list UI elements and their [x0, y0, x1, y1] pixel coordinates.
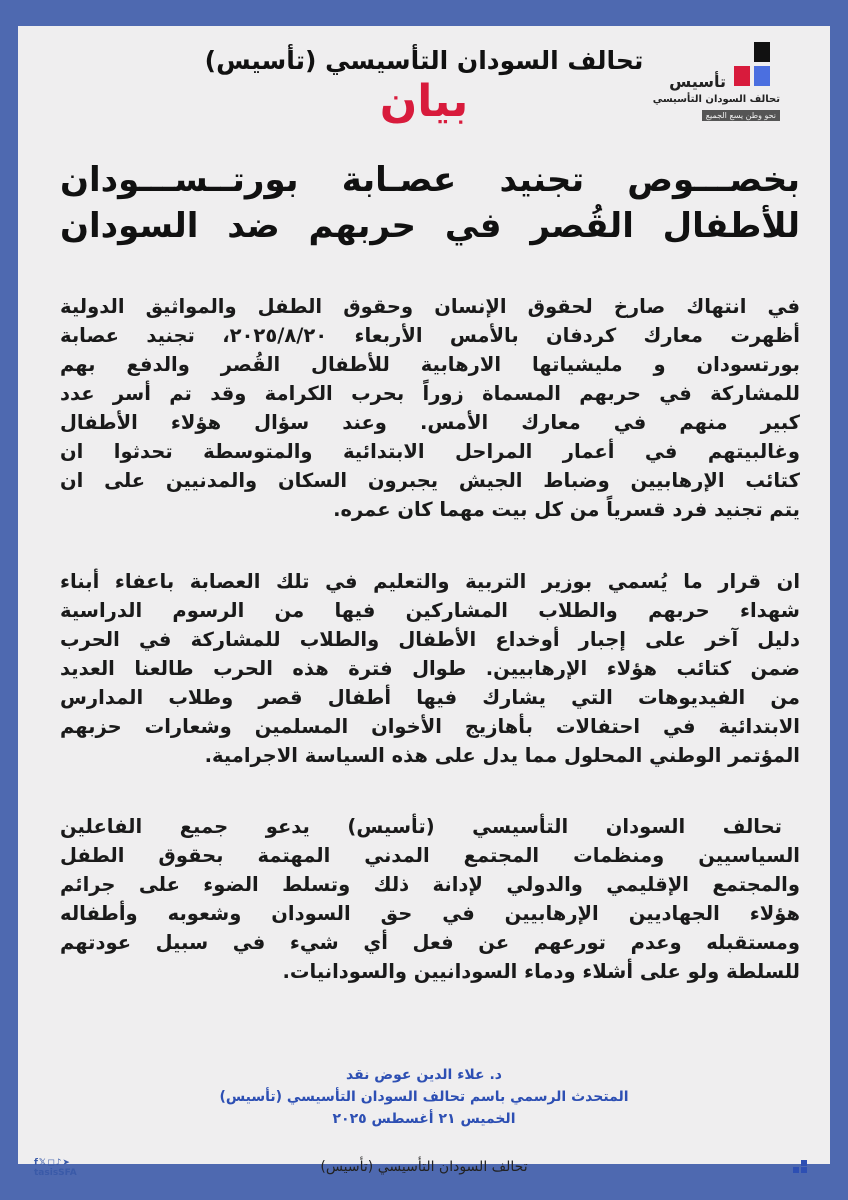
- text-line: الابتدائية في احتفالات بأهازيج الأخوان المسلمين وشعارات حزبهم: [60, 715, 800, 738]
- paragraph-2: [60, 567, 800, 770]
- text-line: هؤلاء الجهاديين الإرهابيين في حق السودان وشعوبه وأطفاله: [60, 902, 800, 925]
- text-line: دليل آخر على إجبار أوخداع الأطفال والطلاب للمشاركة في الحرب: [60, 628, 800, 651]
- headline-line: للأطفال القُصر في حربهم ضد السودان: [60, 206, 800, 246]
- org-title: تحالف السودان التأسيسي (تأسيس): [204, 46, 644, 75]
- text-line: وغالبيتهم في أعمار المراحل الابتدائية والمتوسطة تحدثوا ان: [60, 440, 800, 463]
- logo-slogan: نحو وطن يسع الجميع: [702, 110, 780, 121]
- logo-square: [801, 1167, 807, 1173]
- paragraph-1: [60, 292, 800, 524]
- text-line: في انتهاك صارخ لحقوق الإنسان وحقوق الطفل والمواثيق الدولية: [60, 295, 800, 318]
- footer-logo: [775, 1160, 815, 1180]
- paragraph-3: [60, 812, 800, 986]
- footer-org: تحالف السودان التأسيسي (تأسيس): [320, 1159, 528, 1175]
- text-line: من الفيديوهات التي يشارك فيها أطفال قصر وطلاب المدارس: [60, 686, 800, 709]
- text-line: كبير منهم في معارك الأمس. وعند سؤال هؤلاء الأطفال: [60, 411, 800, 434]
- headline-line: بخصـــوص تجنيد عصـابة بورتــســـودان: [60, 160, 800, 200]
- text-line: للمشاركة في حربهم المسماة زوراً بحرب الكرامة وقد تم أسر عدد: [60, 382, 800, 405]
- text-line: والمجتمع الإقليمي والدولي لإدانة ذلك وتسلط الضوء على جرائم: [60, 873, 800, 896]
- logo-subtitle: تحالف السودان التأسيسي: [652, 94, 780, 105]
- statement-label: بيان: [379, 76, 469, 127]
- text-line: السياسيين ومنظمات المجتمع المدني المهتمة بحقوق الطفل: [60, 844, 800, 867]
- logo-square: [793, 1167, 799, 1173]
- tiktok-icon[interactable]: ♪: [55, 1158, 63, 1168]
- text-line: ان قرار ما يُسمي بوزير التربية والتعليم في تلك العصابة باعفاء أبناء: [60, 570, 800, 593]
- instagram-icon[interactable]: ◻: [47, 1158, 56, 1168]
- text-line: أظهرت معارك كردفان بالأمس الأربعاء ٢٠٢٥/٨/٢٠، تجنيد عصابة: [60, 324, 800, 347]
- x-icon[interactable]: 𝕏: [38, 1158, 48, 1168]
- social-handle[interactable]: tasisSFA: [34, 1168, 77, 1178]
- text-line: ضمن كتائب هؤلاء الإرهابيين. طوال فترة هذه الحرب طالعنا العديد: [60, 657, 800, 680]
- text-line: ومستقبله وعدم تورعهم عن فعل أي شيء في سبيل عودتهم: [60, 931, 800, 954]
- text-line: شهداء حربهم والطلاب المشاركين فيها من الرسوم الدراسية: [60, 599, 800, 622]
- logo-name: تأسيس: [669, 72, 726, 91]
- text-line: المؤتمر الوطني المحلول مما يدل على هذه السياسة الاجرامية.: [204, 744, 800, 767]
- text-line: بورتسودان و مليشياتها الارهابية للأطفال القُصر والدفع بهم: [60, 353, 800, 376]
- text-line: للسلطة ولو على أشلاء ودماء السودانيين والسودانيات.: [282, 960, 800, 983]
- text-line: تحالف السودان التأسيسي (تأسيس) يدعو جميع الفاعلين: [60, 815, 782, 838]
- signatory-role: المتحدث الرسمي باسم تحالف السودان التأسيسي (تأسيس): [219, 1089, 629, 1105]
- signatory-name: د. علاء الدين عوض نقد: [346, 1067, 502, 1083]
- logo-square: [801, 1160, 807, 1166]
- text-line: يتم تجنيد فرد قسرياً من كل بيت مهما كان عمره.: [333, 498, 800, 521]
- text-line: كتائب الإرهابيين وضباط الجيش يجبرون السكان والمدنيين على ان: [60, 469, 800, 492]
- signature-block: [0, 1064, 848, 1130]
- statement-date: الخميس ٢١ أغسطس ٢٠٢٥: [332, 1111, 516, 1127]
- telegram-icon[interactable]: ➤: [62, 1158, 71, 1168]
- facebook-icon[interactable]: f: [34, 1158, 39, 1168]
